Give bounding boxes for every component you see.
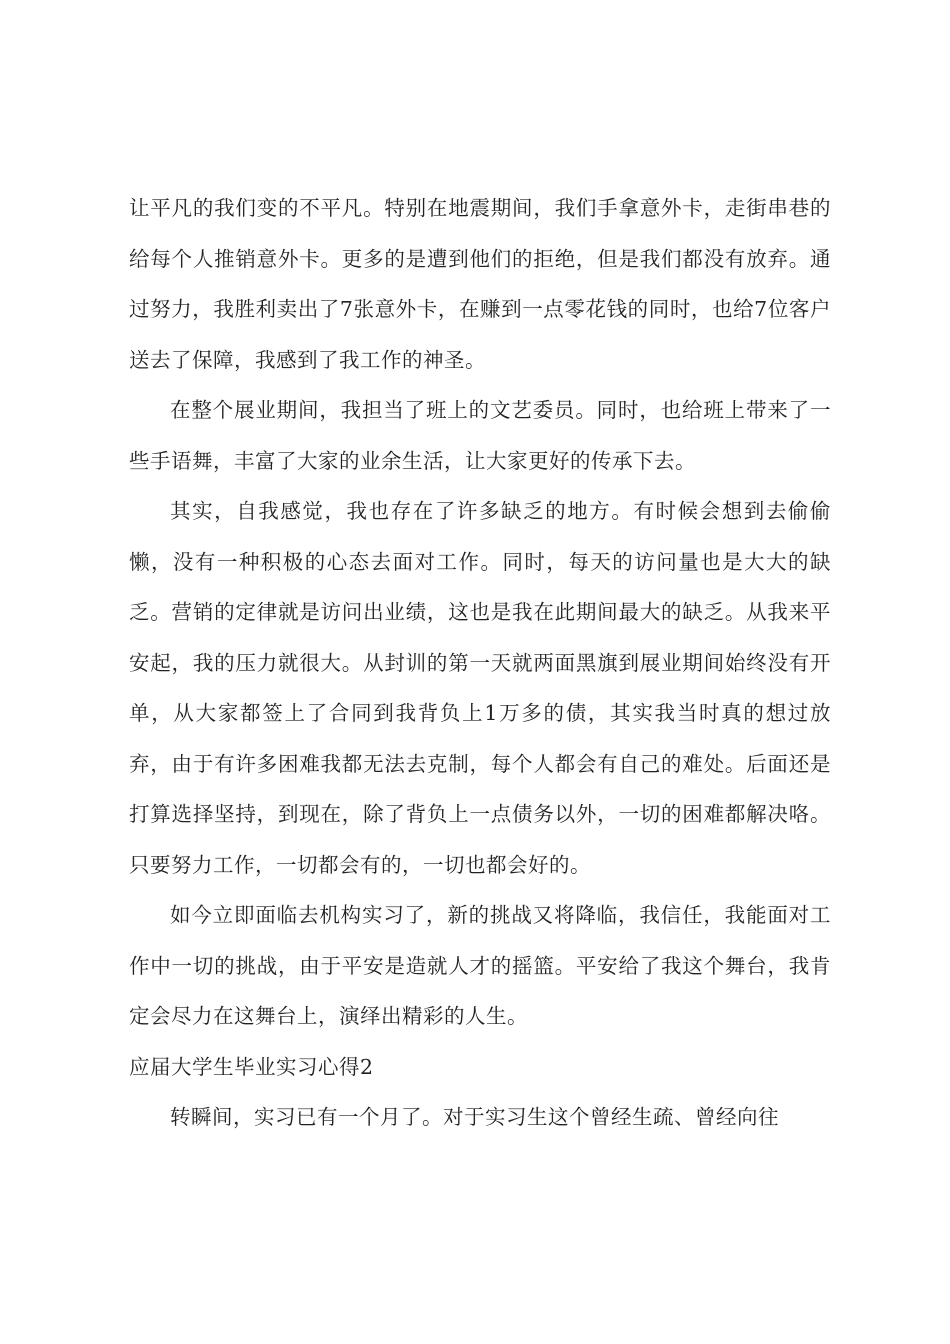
document-body bbox=[129, 183, 831, 1143]
section-heading: 应届大学生毕业实习心得2 bbox=[129, 1054, 374, 1079]
paragraph-4: 如今立即面临去机构实习了，新的挑战又将降临，我信任，我能面对工作中一切的挑战，由于平安是造就人才的摇篮。平安给了我这个舞台，我肯定会尽力在这舞台上，演绎出精彩的人生。 bbox=[129, 903, 831, 1028]
paragraph-3: 其实，自我感觉，我也存在了许多缺乏的地方。有时候会想到去偷偷懒，没有一种积极的心态去面对工作。同时，每天的访问量也是大大的缺乏。营销的定律就是访问出业绩，这也是我在此期间最大的缺乏。从我来平安起，我的压力就很大。从封训的第一天就两面黑旗到展业期间始终没有开单，从大家都签上了合同到我背负上1万多的债，其实我当时真的想过放弃，由于有许多困难我都无法去克制，每个人都会有自己的难处。后面还是打算选择坚持，到现在，除了背负上一点债务以外，一切的困难都解决咯。只要努力工作，一切都会有的，一切也都会好的。 bbox=[129, 499, 831, 877]
paragraph-1: 让平凡的我们变的不平凡。特别在地震期间，我们手拿意外卡，走街串巷的给每个人推销意外卡。更多的是遭到他们的拒绝，但是我们都没有放弃。通过努力，我胜利卖出了7张意外卡，在赚到一点零花钱的同时，也给7位客户送去了保障，我感到了我工作的神圣。 bbox=[129, 196, 831, 372]
paragraph-5: 转瞬间，实习已有一个月了。对于实习生这个曾经生疏、曾经向往 bbox=[170, 1105, 779, 1129]
paragraph-2: 在整个展业期间，我担当了班上的文艺委员。同时，也给班上带来了一些手语舞，丰富了大家的业余生活，让大家更好的传承下去。 bbox=[129, 398, 831, 473]
